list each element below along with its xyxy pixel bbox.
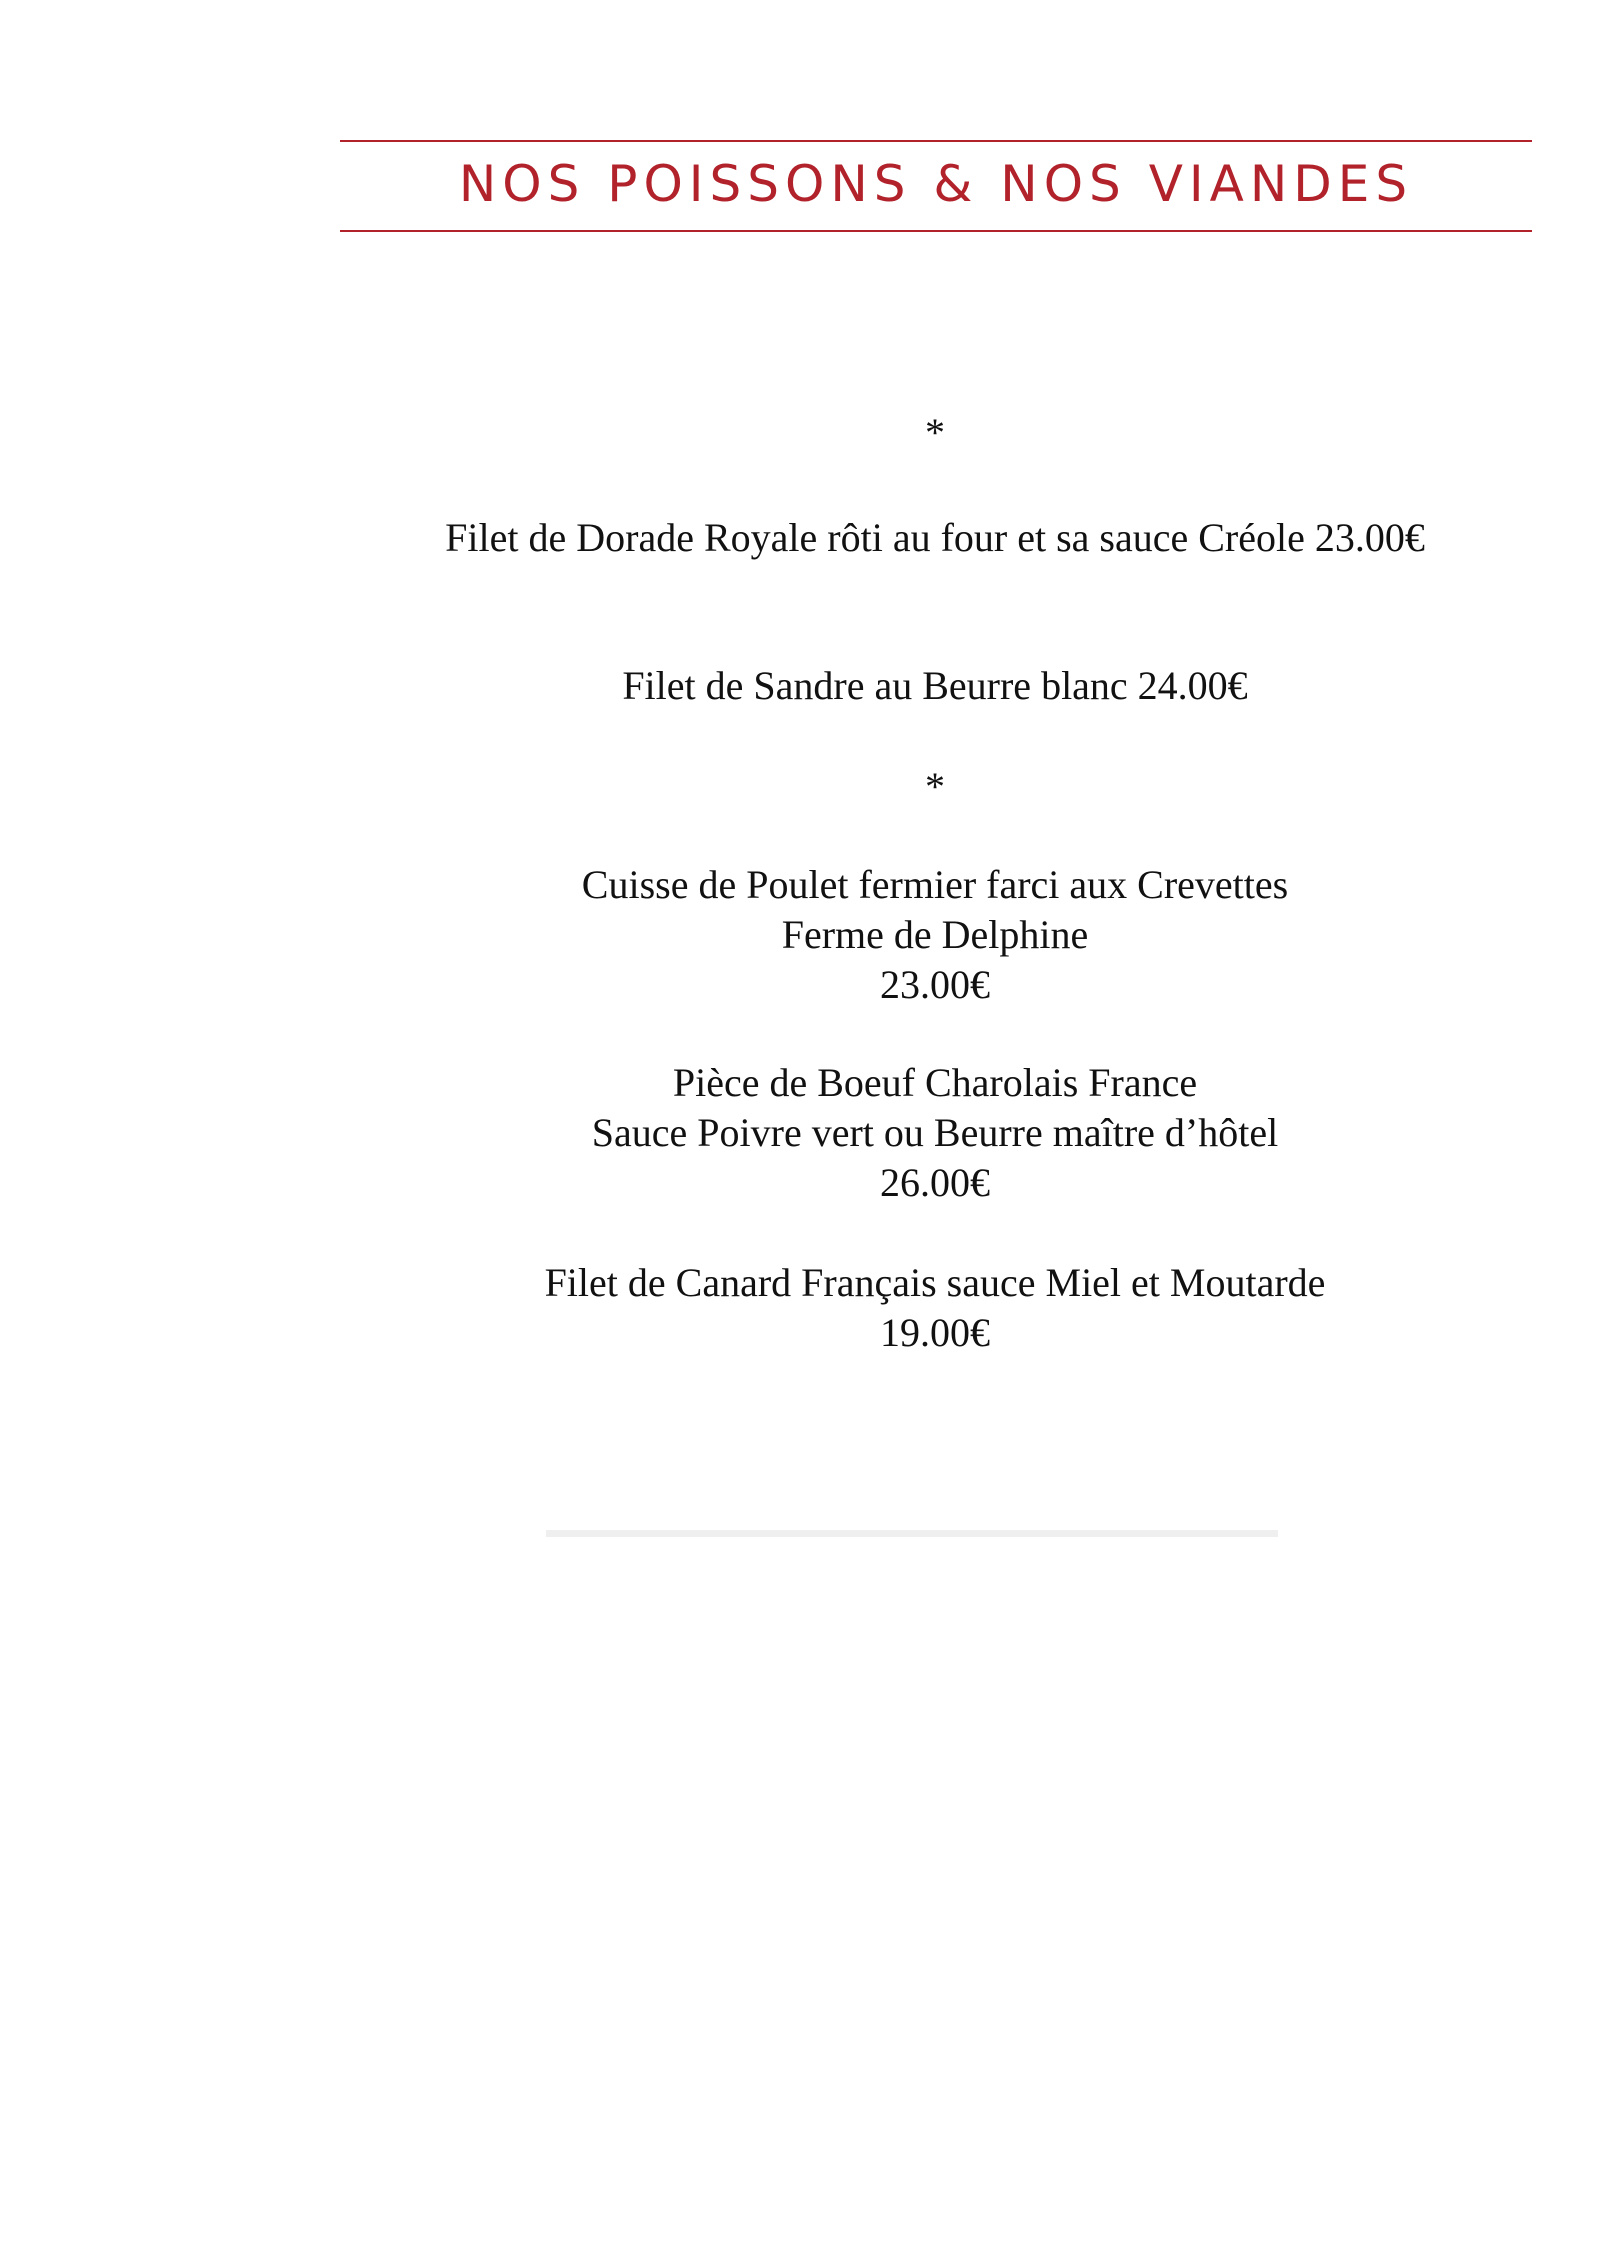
- menu-item-poulet-price: 23.00€: [880, 962, 990, 1007]
- menu-item-dorade: Filet de Dorade Royale rôti au four et sa sauce Créole 23.00€: [445, 515, 1425, 560]
- page-title: NOS POISSONS & NOS VIANDES: [458, 155, 1414, 213]
- menu-item-canard-line-1: Filet de Canard Français sauce Miel et Moutarde: [544, 1260, 1326, 1305]
- title-block: [340, 140, 1532, 232]
- menu-item-poulet-line-1: Cuisse de Poulet fermier farci aux Crevettes: [581, 862, 1289, 907]
- separator-asterisk: *: [925, 764, 945, 809]
- menu-item-poulet-line-2: Ferme de Delphine: [781, 912, 1089, 957]
- menu-item-boeuf-price: 26.00€: [880, 1160, 990, 1205]
- menu-item-sandre: Filet de Sandre au Beurre blanc 24.00€: [622, 663, 1248, 708]
- menu-item-boeuf-line-1: Pièce de Boeuf Charolais France: [672, 1060, 1198, 1105]
- separator-asterisk: *: [925, 410, 945, 455]
- menu-item-canard-price: 19.00€: [880, 1310, 990, 1355]
- footer-divider: [546, 1530, 1278, 1537]
- menu-item-boeuf-line-2: Sauce Poivre vert ou Beurre maître d’hôtel: [591, 1110, 1279, 1155]
